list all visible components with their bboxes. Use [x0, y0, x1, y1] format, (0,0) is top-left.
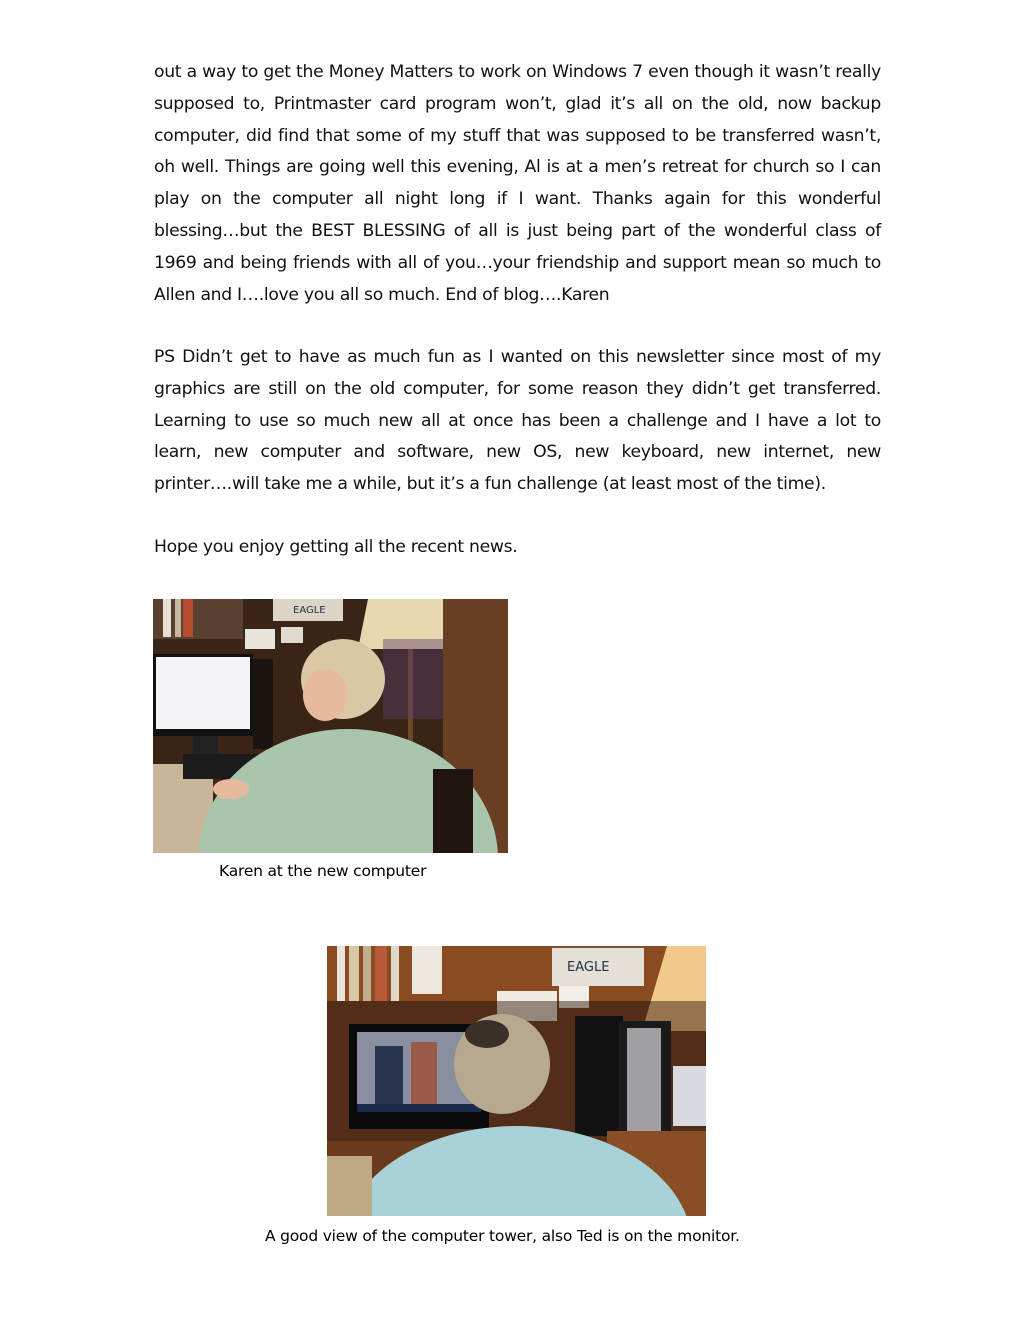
photo-karen-at-computer	[153, 599, 508, 853]
paragraph-blog-end: out a way to get the Money Matters to work on Windows 7 even though it wasn’t really supposed to, Printmaster card program won’t, glad it’s all on the old, now backup computer, did find that some of my stuff that was supposed to be transferred wasn’t, oh well. Things are going well this evening, Al is at a men’s retreat for church so I can play on the computer all night long if I want. Thanks again for this wonderful blessing…but the BEST BLESSING of all is just being part of the wonderful class of 1969 and being friends with all of you…your friendship and support mean so much to Allen and I….love you all so much. End of blog….Karen	[154, 62, 881, 305]
paragraph-closing: Hope you enjoy getting all the recent news.	[154, 537, 518, 557]
eagle-sign-text: EAGLE	[293, 605, 326, 616]
photo-computer-tower	[327, 946, 706, 1216]
paragraph-ps: PS Didn’t get to have as much fun as I wanted on this newsletter since most of my graphics are still on the old computer, for some reason they didn’t get transferred. Learning to use so much new all at once has been a challenge and I have a lot to learn, new computer and software, new OS, new keyboard, new internet, new printer….will take me a while, but it’s a fun challenge (at least most of the time).	[154, 347, 881, 495]
photo-caption-karen: Karen at the new computer	[219, 862, 427, 880]
eagle-sign-text: EAGLE	[567, 960, 610, 975]
photo-caption-tower: A good view of the computer tower, also Ted is on the monitor.	[265, 1227, 740, 1245]
